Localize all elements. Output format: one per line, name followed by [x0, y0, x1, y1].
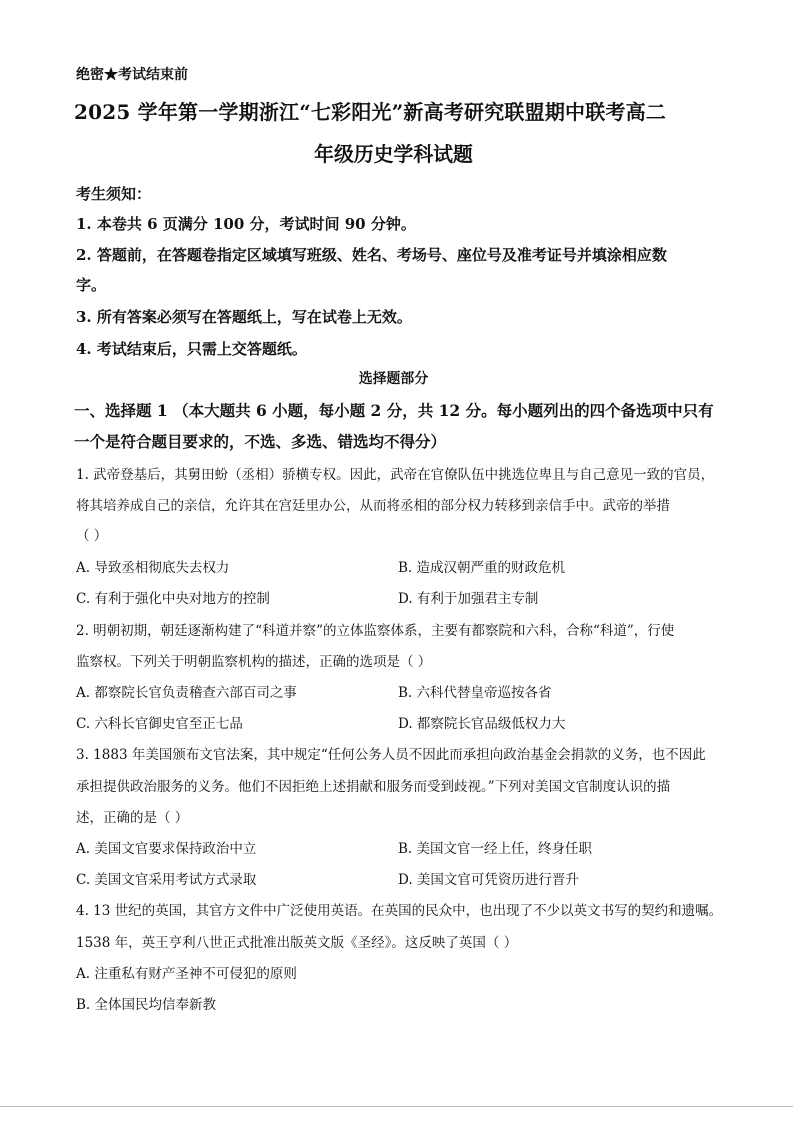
question-2-text: 监察权。下列关于明朝监察机构的描述，正确的选项是（ ）	[76, 654, 432, 670]
notice-heading: 考生须知：	[76, 185, 152, 203]
question-4-text: 1538 年，英王亨利八世正式批准出版英文版《圣经》。这反映了英国（ ）	[76, 935, 518, 951]
question-1-option-c[interactable]: C. 有利于强化中央对地方的控制	[76, 591, 270, 607]
question-4-option-a[interactable]: A. 注重私有财产圣神不可侵犯的原则	[76, 966, 297, 982]
question-3-text: 3. 1883 年美国颁布文官法案，其中规定“任何公务人员不因此而承担向政治基金会捐款的义务，也不因此	[76, 747, 706, 763]
question-3-option-d[interactable]: D. 美国文官可凭资历进行晋升	[398, 872, 579, 888]
question-3-option-b[interactable]: B. 美国文官一经上任，终身任职	[398, 841, 593, 857]
page-bottom-divider	[0, 1106, 793, 1107]
question-2-text: 2. 明朝初期，朝廷逐渐构建了“科道并察”的立体监察体系，主要有都察院和六科，合称“科道”，行使	[76, 623, 675, 639]
notice-item: 字。	[76, 276, 107, 294]
notice-item: 4. 考试结束后，只需上交答题纸。	[76, 340, 307, 358]
question-1-text: （ ）	[76, 528, 108, 544]
question-3-text: 述，正确的是（ ）	[76, 810, 189, 826]
question-2-option-c[interactable]: C. 六科长官御史官至正七品	[76, 716, 243, 732]
notice-item: 2. 答题前，在答题卷指定区域填写班级、姓名、考场号、座位号及准考证号并填涂相应数	[76, 246, 667, 264]
notice-item: 3. 所有答案必须写在答题纸上，写在试卷上无效。	[76, 308, 412, 326]
question-2-option-a[interactable]: A. 都察院长官负责稽查六部百司之事	[76, 685, 297, 701]
notice-item: 1. 本卷共 6 页满分 100 分，考试时间 90 分钟。	[76, 215, 416, 233]
secret-label: 绝密★考试结束前	[76, 67, 188, 83]
part-heading: 一、选择题 1 （本大题共 6 小题，每小题 2 分，共 12 分。每小题列出的四个备选项中只有	[74, 401, 714, 420]
question-2-option-d[interactable]: D. 都察院长官品级低权力大	[398, 716, 566, 732]
section-title: 选择题部分	[358, 371, 429, 387]
question-4-text: 4. 13 世纪的英国，其官方文件中广泛使用英语。在英国的民众中，也出现了不少以英文书写的契约和遗嘱。	[76, 903, 723, 919]
question-1-text: 1. 武帝登基后，其舅田蚡（丞相）骄横专权。因此，武帝在官僚队伍中挑选位卑且与自己意见一致的官员，	[76, 467, 715, 483]
question-1-option-d[interactable]: D. 有利于加强君主专制	[398, 591, 539, 607]
part-heading: 一个是符合题目要求的，不选、多选、错选均不得分）	[74, 432, 447, 451]
question-3-option-a[interactable]: A. 美国文官要求保持政治中立	[76, 841, 257, 857]
question-4-option-b[interactable]: B. 全体国民均信奉新教	[76, 997, 217, 1013]
title-line-1: 2025 学年第一学期浙江“七彩阳光”新高考研究联盟期中联考高二	[74, 100, 667, 124]
question-3-text: 承担提供政治服务的义务。他们不因拒绝上述捐献和服务而受到歧视。”下列对美国文官制度认识的描	[76, 779, 671, 795]
question-1-text: 将其培养成自己的亲信，允许其在宫廷里办公，从而将丞相的部分权力转移到亲信手中。武帝的举措	[76, 498, 670, 514]
question-2-option-b[interactable]: B. 六科代替皇帝巡按各省	[398, 685, 552, 701]
question-1-option-b[interactable]: B. 造成汉朝严重的财政危机	[398, 560, 566, 576]
question-1-option-a[interactable]: A. 导致丞相彻底失去权力	[76, 560, 230, 576]
question-3-option-c[interactable]: C. 美国文官采用考试方式录取	[76, 872, 257, 888]
title-line-2: 年级历史学科试题	[314, 142, 473, 166]
